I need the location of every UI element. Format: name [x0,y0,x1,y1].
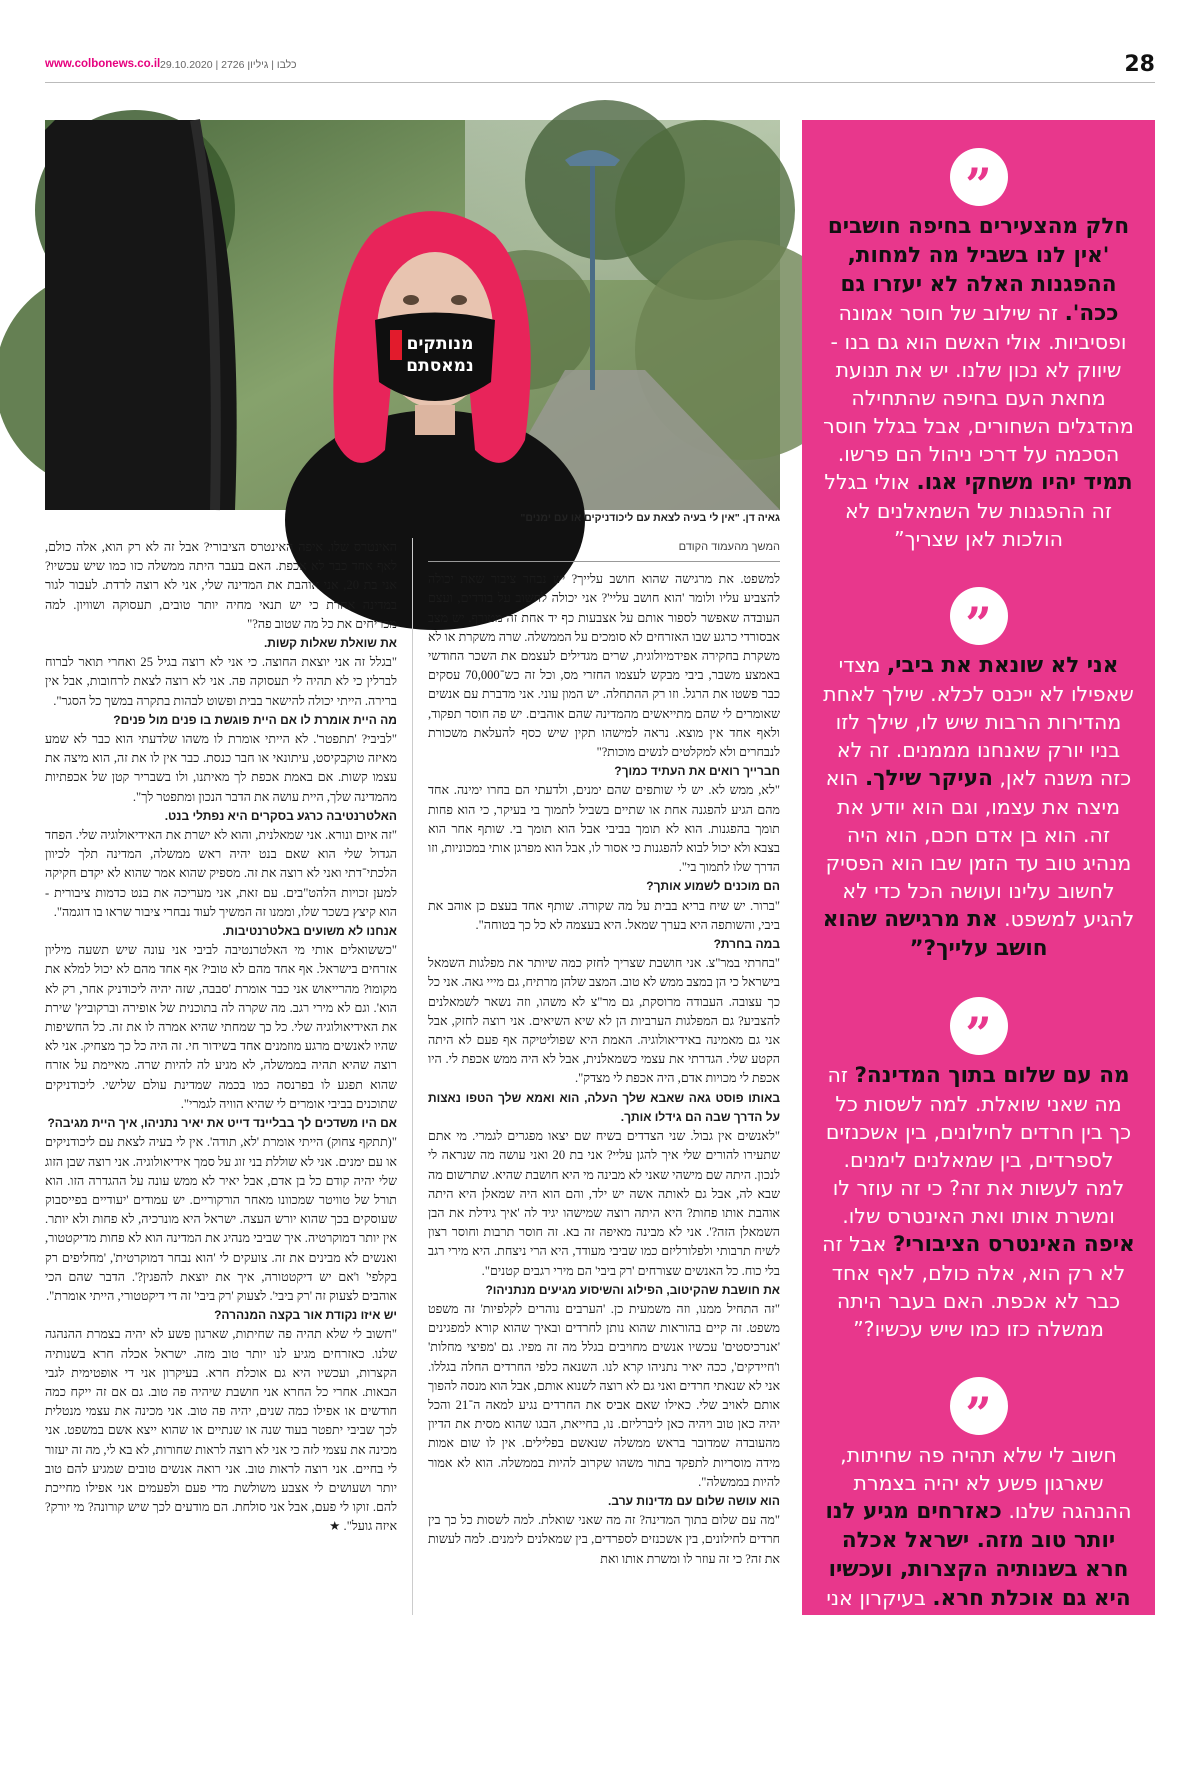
interview-question: האלטרנטיבה כרגע בסקרים היא נפתלי בנט. [164,808,397,823]
quote-text: מצדי שאפילו לא ייכנס לכלא. שילך לאחת מהדירות הרבות שיש לו, שילך לזו בניו יורק שאנחנו מממנים. זה לא כזה משנה לאן, [823,653,1134,790]
article-body [45,538,780,1615]
quote-bold: כאזרחים מגיע לנו יותר טוב מזה. ישראל אכלה חרא בשנותיה הקצרות, ועכשיו היא גם אוכלת חרא. [825,1499,1131,1611]
page-header [0,0,1200,85]
interview-question: חברייך רואים את העתיד כמוך? [614,764,780,779]
pull-quotes-sidebar [802,120,1155,1779]
header-divider [45,82,1155,83]
body-paragraph: "בגלל זה אני יוצאת החוצה. כי אני לא רוצה בגיל 25 ואחרי תואר לברוח לברלין כי לא תהיה לי תעסוקה פה. אני לא רוצה לצאת לרחובות, אבל אין ברירה. הייתי יכולה להישאר בבית ופשוט לבהות בתקרה במשך כל הסגר". [45,655,397,708]
body-paragraph: "זה התחיל ממנו, וזה משמעית כן. 'הערבים נוהרים לקלפיות' זה משפט משפט. זה קיים בהוראות שהוא נותן לחרדים ובאיך שהוא קורא למפגינים 'אנרכיסטים' עכשיו אנשים מחויבים בגלל מה זה מפיו. גם 'מפיצי מחלות' ו'חיידקים', ככה יאיר נתניהו קרא לנו. השנאה כלפי החרדים החלה בגללו. אני לא שנאתי חרדים ואני גם לא רוצה לשנוא אותם, אבל הוא מנסה להפוך אותם לאויב שלי. כאילו שאם אביס את החרדים נגיע למאה ה־21 והכל יהיה כאן טוב ויהיה כאן ליברליזם. נו, בחייאת, הבגו שהוא מסית את הדיון מהעובדה שמדובר בראש ממשלה שנאשם בפלילים. אין לו שום אמות מידה מוסריות לתפקד בתור משהו שקרוב להיות בממשלה. הוא לא אמור להיות בממשלה". [428,1301,780,1489]
mask-text-line2: נמאסתם [406,356,474,376]
body-paragraph: "לא, ממש לא. יש לי שותפים שהם ימנים, ולדעתי הם בחרו ימינה. אחד מהם הגיע להפגנה אחת או שתיים בשביל לתמוך בי בעיקר, כי הוא פחות תומך בהפגנות. הוא לא תומך בביבי אבל הוא תומך בי. שותף אחר הוא בצבא ולא יכול לבוא להפגנות כי אסור לו, אבל הוא מפרגן אותי במכוניות, וזו הדרך שלו לתמוך בי". [428,783,780,875]
interview-question: באותו פוסט גאה שאבא שלך העלה, הוא ואמא שלך הטפו נאצות על הדרך שבה הם גידלו אותך. [428,1090,780,1124]
quote-bold: העיקר שילך. [864,766,993,791]
body-paragraph: "כששואלים אותי מי האלטרנטיבה לביבי אני עונה שיש תשעה מיליון אזרחים בישראל. אף אחד מהם לא טובי? אף אחד מהם לא יכול למלא את מקומו? מהרייאוש אני כבר אומרת 'סבבה, שזה יהיה ליכודניק אחר, רק לא הוא'. וגם לא מירי רגב. מה שקרה לה בתוכנית של אופירה וברקוביץ' שירת את האידיאולוגיה שלי. כל כך שמחתי שהיא אמרה לו את זה. כל החשיפות שהיו לאנשים מרגע מוזמנים אחד בשידור חי. זה היה כל כך מצחיק. אני לא רוצה שהיא תהיה בממשלה, לא מגיע לה להיות שרה. מאיימת על אזרח שהוא תפגע לו בפרנסה כמו בכמה שמדינת עולם שלישי. ליכודניקים שתוכנים בביבי אומרים לי שהיא הוויה לגמרי". [45,943,397,1111]
quote-text: הוא מיצה את עצמו, וגם הוא יודע את זה. הוא בן אדם חכם, הוא היה מנהיג טוב עד הזמן שבו הוא הפסיק לחשוב עלינו ועושה הכל כדי לא להגיע למשפט. [825,766,1135,931]
interview-question: מה היית אומרת לו אם היית פוגשת בו פנים מול פנים? [113,712,397,727]
body-paragraph: "חשוב לי שלא תהיה פה שחיתות, שארגון פשע לא יהיה בצמרת ההנהגה שלנו. כאזרחים מגיע לנו יותר טוב מזה. ישראל אכלה חרא בשנותיה הקצרות, ועכשיו היא גם אוכלת חרא. בעיקרון אני די אופטימית לגבי הבאות. אחרי כל החרא אני חושבת שיהיה פה טוב. גם אם זה ייקח כמה חודשים או אפילו כמה שנים, יהיה פה טוב. אני מכינה את עצמי מנטלית לכך שביבי יתפטר בעוד שנה או שנתיים או שהוא ייצא אשם במשפט. אני מכינה את עצמי לזה כי אני לא רוצה לראות שחורות, לא בא לי, מה זה יעזור לי בחיים. אני רוצה לראות טוב. אני רואה אנשים טובים שמגיע להם טוב יותר ושעושים לי אצבע משולשת מדי פעם ולפעמים אני אפילו מחייכת להם. זוקו לי פעם, אבל אני סולחת. הם מודעים לכך שיש קורונה? מי יורק? איזה גועל". ★ [45,1327,397,1534]
quote-bold: תמיד יהיו משחקי אגו. [916,470,1133,495]
interview-question: יש איזו נקודת אור בקצה המנהרה? [214,1308,397,1323]
continued-label: המשך מהעמוד הקודם [428,538,780,562]
interview-question: הוא עושה שלום עם מדינות ערב. [608,1493,780,1508]
pull-quote [822,1377,1135,1781]
interview-question: את חושבת שהקיטוב, הפילוג והשיסוע מגיעים מנתניהו? [485,1282,780,1297]
body-paragraph: "(תתקף צחוק) הייתי אומרת 'לא, תודה'. אין לי בעיה לצאת עם ליכודניקים או עם ימנים. אני לא שוללת בני זוג על סמך אידיאולוגיה. אני רוצה שבן הזוג שלי יהיה קודם כל בן אדם, אבל יאיר לא ממש עונה על ההגדרה הזו. הוא תורל של טוויטר שמכוונו מאחר הורקוריים. יש עמודים 'יעודיים בפייסבוק שעוסקים בכך שהוא יורש העצה. ישראל היא מונרכיה, לא פחות ולא יותר. אין יותר דמוקרטיה. איך שביבי מנהיג את המדינה הוא לא פחות מדיקטטור, ואנשים לא מבינים את זה. צועקים לי 'הוא נבחר דמוקרטית', 'מחליפים רק בקלפי' ו'אם יש דיקטטורה, איך את יוצאת להפגין?'. הדבר שהם הכי אוהבים לצעוק זה 'רק ביבי'. לצעוק 'רק ביבי' זה די דיקטטורי, הייתי אומרת". [45,1135,397,1303]
column-right-body [428,570,780,1569]
pull-quote [822,587,1135,963]
article-column-left [45,538,397,1615]
quote-bold: מה עם שלום בתוך המדינה? [854,1063,1130,1088]
body-paragraph: "ברור. יש שיח בריא בבית על מה שקורה. שותף אחד בעצם כן אוהב את ביבי, והשותפה היא בערך שמאל. היא בעצמה לא כל כך בטוחה". [428,898,780,932]
pull-quote [822,997,1135,1343]
quote-mark-icon: ” [950,1377,1008,1435]
body-paragraph: "לאנשים אין גבול. שני הצדדים בשיח שם יצאו מפגרים לגמרי. מי אתם שתעירו להורים שלי איך להגן עליי? אני בת 20 ואני עושה מה שנראה לי לנכון. היתה שם מישהי שאני לא מבינה מי היא חושבת שהיא. שתרשום מה שבא לה, אבל גם לאותה אשה יש ילד, והם הוא היה שמאלן היא היתה אוהבת אותו פחות? היא היתה רוצה שמישהו יגיד לה 'איך גידלת את הבן השמאלן הזה?'. אני לא מבינה מאיפה זה בא. זה חוסר תרבות וחוסר רצון לשיח תרבותי ולפלורליזם כמו שביבי מעודד, היא הרי ניצחת. היא מירי רגב בלי כוח. כל האנשים שצורחים 'רק ביבי' הם מירי רגבים קטנים". [428,1129,780,1278]
site-url[interactable]: www.colbonews.co.il [45,58,161,70]
quote-mark-icon: ” [950,148,1008,206]
interview-question: הם מוכנים לשמוע אותך? [646,879,780,894]
body-paragraph: "לביבי? 'תתפטר'. לא הייתי אומרת לו משהו שלדעתי הוא כבר לא שמע מאיזה טוקבקיסט, עיתונאי או חבר כנסת. כבר אין לו את זה, הוא מיצה את עצמו קשות. אם באמת אכפת לך מאיתנו, ולו בשבריר קטן של אכפתיות מהמדינה שלך, היית עושה את הדבר הנכון ומתפטר לך". [45,732,397,804]
photo-caption: גאיה דן. "אין לי בעיה לצאת עם ליכודניקים או עם ימנים" [520,512,780,524]
column-left-body [45,538,397,1537]
mask-text-line1: מנותקים [406,334,474,354]
quote-text: אבל זה לא רק הוא, אלה כולם, לאף אחד כבר לא אכפת. האם בעבר היתה ממשלה כזו כמו שיש עכשיו?” [822,1232,1126,1341]
interview-photo [45,120,780,510]
quote-bold: את מרגישה שהוא חושב עלייך?” [822,907,1048,961]
body-paragraph: האינטרס שלו. איפה האינטרס הציבורי? אבל זה לא רק הוא, אלה כולם, לאף אחד כבר לא אכפת. האם בעבר היתה ממשלה כזו כמו שיש עכשיו? אני בת 20, אני אוהבת את המדינה שלי, אני לא רוצה לרדת. לעבור לגור במדינה אחרת כי יש תנאי מחיה יותר טובים, תעסוקה ושוויון. למה מכריחים את כל מה שטוב פה?" [45,540,397,631]
interview-question: את שואלת שאלות קשות. [263,636,397,651]
body-paragraph: למשפט. את מרגישה שהוא חושב עלייך? יש נבחר ציבור שאת יכולה להצביע עליו ולומר 'הוא חושב עליי'? אני יכולה לחשוב על בודדים, ועצם העובדה שאפשר לספור אותם על אצבעות כף יד אחת זה מטורף. יש מצב אבסורדי כרגע שבו האזרחים לא סומכים על הממשלה. שרה משקרת או לא משקרת בחקירה אפידמיולוגית, שרים מגדילים לעצמם את השכר החודשי באמצע משבר, ביבי מבקש לעצמו החזרי מס, וכל זה כש־70,000 עסקים כבר פשטו את הרגל. וזו רק ההתחלה. יש המון עוני. אני מדברת עם אנשים שאומרים לי שהם מתייאשים מהמדינה שהם אוהבים. יש פה חוסר תפקוד, ולאף אחד אין מוצא. נראה למישהו תקין שיש כסף להעלאת משכורת לנבחרים ולא למקלטים לנשים מוכות?" [428,572,780,760]
quote-mark-icon: ” [950,997,1008,1055]
pull-quote [822,148,1135,553]
interview-question: אנחנו לא משועים באלטרנטיבות. [222,924,397,939]
quote-text: בעיקרון אני די אופטימית לגבי הבאות. אחרי כל החרא אני חושבת שיהיה פה טוב. גם אם זה ייקח כמה חודשים או אפילו כמה שנים, יהיה פה טוב. אני מכינה את עצמי מנטלית לכך שביבי יתפטר מחר” [822,1586,1135,1779]
interview-question: במה בחרת? [713,937,780,952]
page-number: 28 [1124,52,1155,77]
body-paragraph: "מה עם שלום בתוך המדינה? זה מה שאני שואלת. למה לשסות כל כך בין חרדים לחילונים, בין אשכנזים לספרדים, בין שמאלנים לימנים. למה לעשות את זה? כי זה עוזר לו ומשרת אותו ואת [428,1513,780,1566]
quote-text: חשוב לי שלא תהיה פה שחיתות, שארגון פשע לא יהיה בצמרת ההנהגה שלנו. [840,1443,1132,1523]
quote-text: זה שילוב של חוסר אמונה ופסיביות. אולי האשם הוא גם בנו - שיווק לא נכון שלנו. יש את תנועת מחאת העם בחיפה שהתחילה מהדגלים השחורים, אבל בגלל חוסר הסכמה על דרכי ניהול הם פרשו. [823,301,1134,466]
quote-bold: אני לא שונאת את ביבי, [886,653,1119,678]
quote-bold: חלק מהצעירים בחיפה חושבים 'אין לנו בשביל מה למחות, ההפגנות האלה לא יעזרו גם ככה'. [827,214,1130,326]
article-column-right [428,538,780,1615]
quote-bold: איפה האינטרס הציבורי? [892,1232,1135,1257]
body-paragraph: "זה איום ונורא. אני שמאלנית, והוא לא ישרת את האידיאולוגיה שלי. הפחד הגדול שלי הוא שאם בנט יהיה ראש ממשלה, המדינה תלך לכיוון הלכתי־דתי ואני לא רוצה את זה. מספיק שהוא אמר שהוא לא יקדם חקיקה למען זכויות הלהט"בים. עם זאת, אני מעריכה את בנט כדמות ציבורית - הוא קיצץ בשכר שלו, וממנו זה המשיך לעוד נבחרי ציבור שראו בו דוגמה". [45,828,397,919]
quote-mark-icon: ” [950,587,1008,645]
column-divider [412,538,413,1615]
interview-question: אם היו משדכים לך בבליינד דייט את יאיר נתניהו, איך היית מגיבה? [47,1116,397,1131]
issue-info: כלבו | גיליון 2726 | 29.10.2020 [160,59,297,71]
quote-text: אולי בגלל זה ההפגנות של השמאלנים לא הולכות לאן שצריך” [824,470,1112,551]
body-paragraph: "בחרתי במר"צ. אני חושבת שצריך לחזק כמה שיותר את מפלגות השמאל בישראל כי הן במצב ממש לא טוב. המצב שלהן מרתיח, גם מייי גאה. אני כל כך עצובה. העבודה מרוסקת, גם מר"צ לא משהו, וזה נשאר לשמאלנים להצביע? גם המפלגות הערביות הן לא שיא השיאים. אני רוצה לחזק, אבל אני גם מאמינה באידיאולוגיה. האמת היא שפוליטיקה אף פעם לא היתה הקטע שלי. הגדרתי את עצמי כשמאלנית, אבל לא היה ממש אכפת לי. היו אכפת לי מכויות אדם, היה אכפת לי מצדק". [428,956,780,1086]
quote-text: זה מה שאני שואלת. למה לשסות כל כך בין חרדים לחילונים, בין אשכנזים לספרדים, בין שמאלנים לימנים. למה לעשות את זה? כי זה עוזר לו ומשרת אותו ואת האינטרס שלו. [825,1063,1132,1228]
